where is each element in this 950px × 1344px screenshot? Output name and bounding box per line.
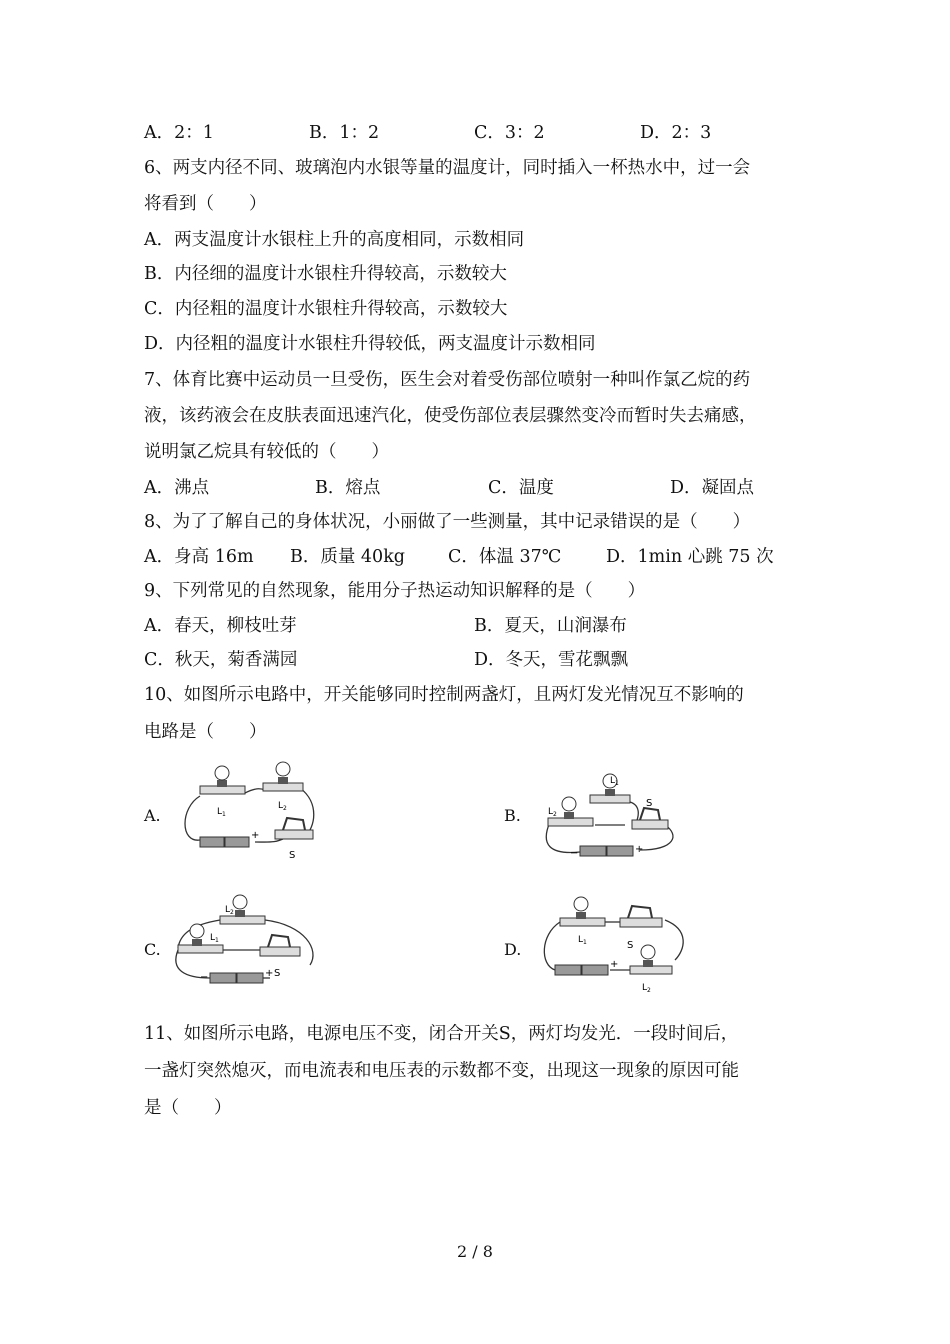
label-l2: $L_2$ [642, 983, 651, 994]
label-l2: $L_2$ [225, 905, 234, 916]
battery-icon [580, 846, 633, 856]
q8-option-c: C．体温 37℃ [448, 547, 562, 567]
lamp-l2-icon [263, 762, 303, 791]
label-l2: $L_2$ [548, 807, 557, 818]
q6-stem-line2: 将看到（ ） [144, 194, 267, 214]
q9-option-d: D．冬天，雪花飘飘 [474, 650, 629, 670]
q9-stem: 9、下列常见的自然现象，能用分子热运动知识解释的是（ ） [144, 581, 646, 601]
q10-figure-label-d: D. [504, 940, 522, 959]
label-s: S [274, 968, 281, 979]
q10-figure-label-a: A. [144, 806, 161, 825]
q8-option-d: D．1min 心跳 75 次 [606, 547, 774, 567]
label-minus: − [200, 972, 209, 983]
page-number: 2 / 8 [457, 1242, 493, 1261]
lamp-l1-icon [200, 766, 245, 794]
battery-icon [210, 973, 263, 983]
q8-option-b: B．质量 40kg [290, 547, 405, 567]
q10-figure-label-c: C. [144, 940, 161, 959]
q5-option-c: C．3：2 [474, 123, 545, 143]
q8-stem: 8、为了了解自己的身体状况，小丽做了一些测量，其中记录错误的是（ ） [144, 512, 751, 532]
q7-stem-line2: 液，该药液会在皮肤表面迅速汽化，使受伤部位表层骤然变冷而暂时失去痛感， [144, 406, 757, 426]
q11-stem-line1: 11、如图所示电路，电源电压不变，闭合开关S，两灯均发光．一段时间后， [144, 1024, 739, 1044]
battery-icon [555, 965, 608, 975]
q7-option-d: D．凝固点 [670, 478, 755, 498]
q7-option-a: A．沸点 [144, 478, 210, 498]
switch-icon [260, 935, 300, 956]
q9-option-b: B．夏天，山涧瀑布 [474, 616, 627, 636]
circuit-diagram-d [540, 890, 690, 995]
q7-stem-line3: 说明氯乙烷具有较低的（ ） [144, 442, 389, 462]
battery-icon [200, 837, 249, 847]
label-plus: + [610, 959, 619, 970]
q5-option-d: D．2：3 [640, 123, 712, 143]
q7-option-c: C．温度 [488, 478, 554, 498]
q6-option-a: A．两支温度计水银柱上升的高度相同，示数相同 [144, 230, 525, 250]
q9-option-a: A．春天，柳枝吐芽 [144, 616, 297, 636]
lamp-l2-icon [630, 945, 672, 974]
q10-figure-label-b: B. [504, 806, 521, 825]
q8-option-a: A．身高 16m [144, 547, 254, 567]
label-l2: $L_2$ [278, 801, 287, 812]
q5-option-a: A．2：1 [144, 123, 214, 143]
label-s: S [627, 940, 634, 951]
circuit-diagram-b [540, 770, 680, 865]
circuit-diagram-c [170, 890, 320, 990]
q6-stem-line1: 6、两支内径不同、玻璃泡内水银等量的温度计，同时插入一杯热水中，过一会 [144, 158, 751, 178]
q11-stem-line3: 是（ ） [144, 1098, 232, 1118]
q10-stem-line1: 10、如图所示电路中，开关能够同时控制两盏灯，且两灯发光情况互不影响的 [144, 685, 744, 705]
label-plus: + [635, 844, 644, 855]
label-s: S [289, 850, 296, 861]
label-s: S [646, 798, 653, 809]
switch-icon [275, 818, 313, 839]
label-plus: + [251, 830, 260, 841]
circuit-diagram-a [175, 758, 325, 868]
label-minus: − [570, 848, 579, 859]
label-plus: + [265, 968, 274, 979]
label-l1: $L_1$ [610, 776, 619, 787]
lamp-l1-icon [560, 897, 605, 926]
q7-stem-line1: 7、体育比赛中运动员一旦受伤，医生会对着受伤部位喷射一种叫作氯乙烷的药 [144, 370, 751, 390]
q9-option-c: C．秋天，菊香满园 [144, 650, 298, 670]
q10-stem-line2: 电路是（ ） [144, 722, 267, 742]
q7-option-b: B．熔点 [315, 478, 381, 498]
label-l1: $L_1$ [217, 807, 226, 818]
label-l1: $L_1$ [210, 933, 219, 944]
q6-option-b: B．内径细的温度计水银柱升得较高，示数较大 [144, 264, 507, 284]
q6-option-d: D．内径粗的温度计水银柱升得较低，两支温度计示数相同 [144, 334, 596, 354]
switch-icon [620, 906, 662, 927]
label-l1: $L_1$ [578, 935, 587, 946]
q5-option-b: B．1：2 [309, 123, 380, 143]
q6-option-c: C．内径粗的温度计水银柱升得较高，示数较大 [144, 299, 508, 319]
q11-stem-line2: 一盏灯突然熄灭，而电流表和电压表的示数都不变，出现这一现象的原因可能 [144, 1061, 739, 1081]
